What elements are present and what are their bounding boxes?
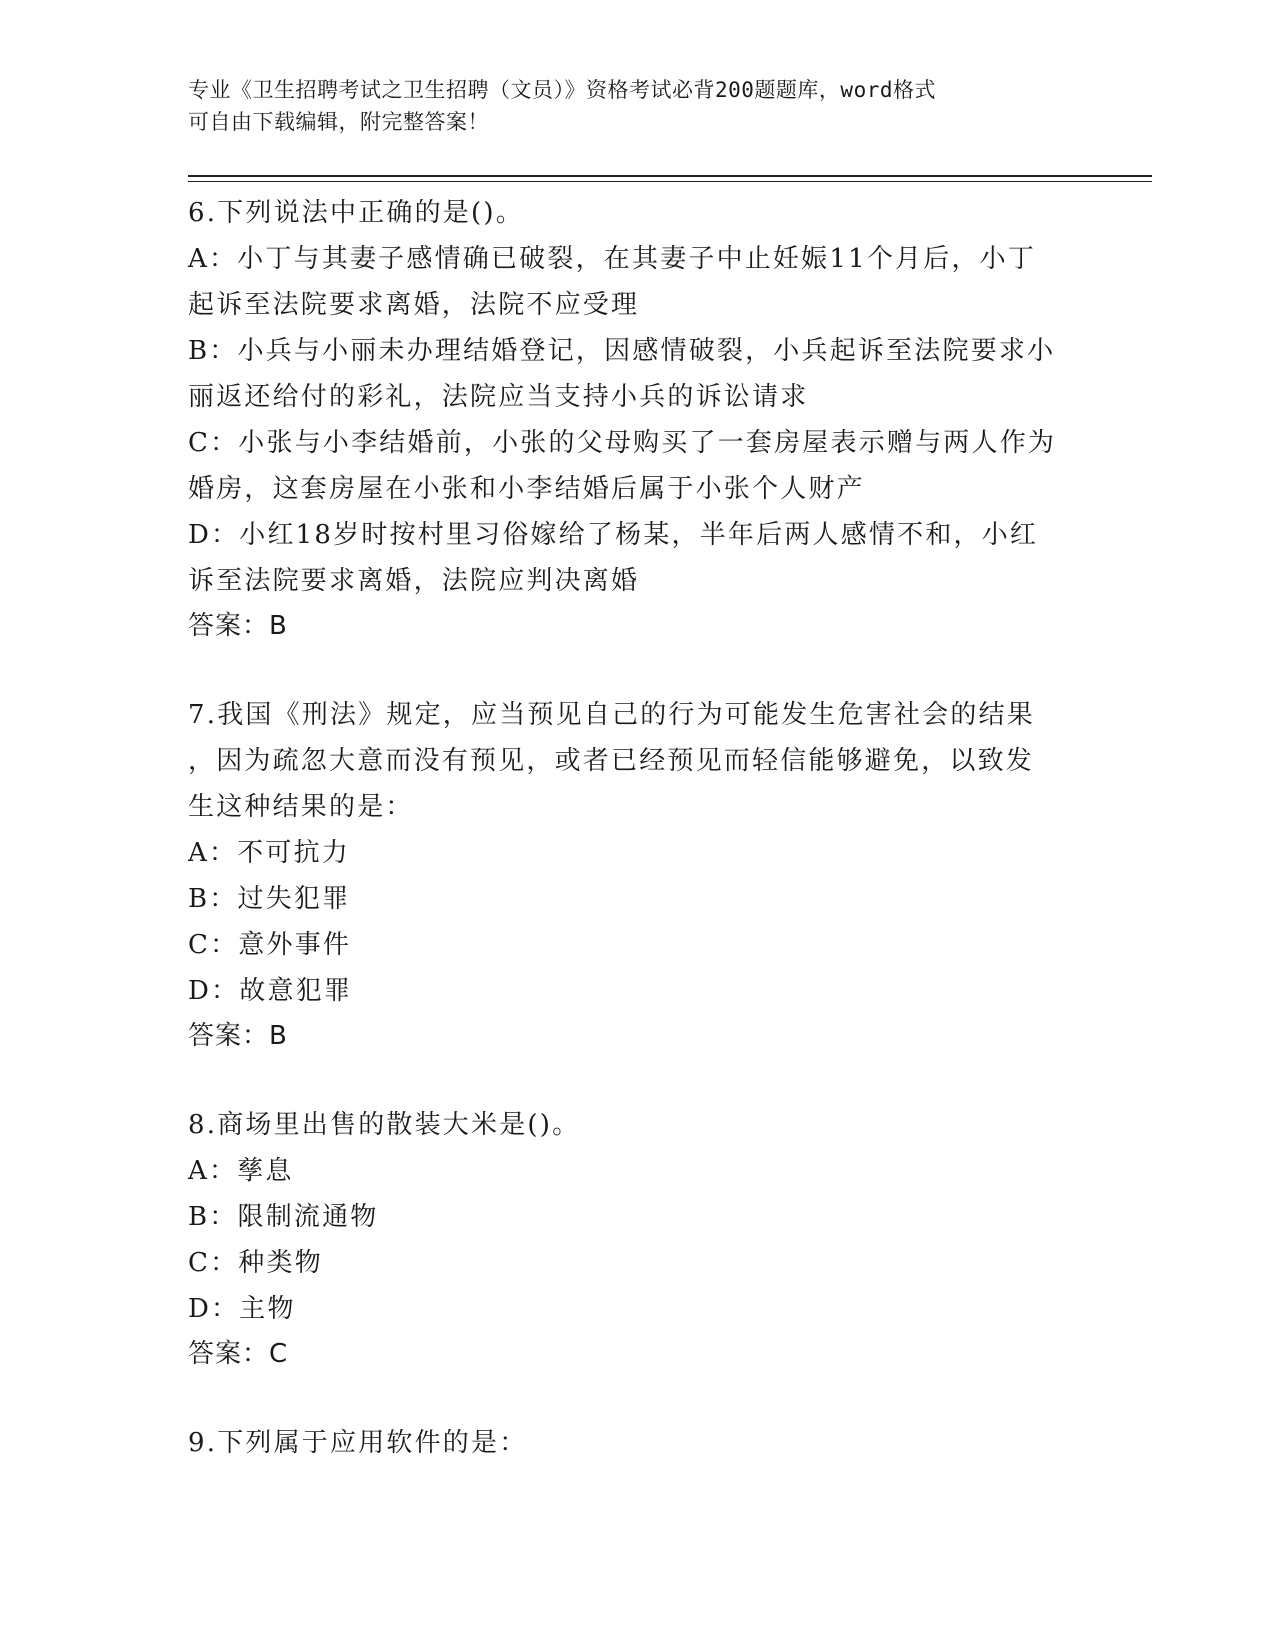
question-8-option-b: B：限制流通物 <box>188 1202 379 1232</box>
question-7-option-a: A：不可抗力 <box>188 838 350 868</box>
question-7 <box>188 692 1088 1058</box>
spacer <box>188 1376 1088 1420</box>
question-8-option-a: A：孳息 <box>188 1156 294 1186</box>
question-7-option-c: C：意外事件 <box>188 930 352 960</box>
question-7-stem: 7.我国《刑法》规定，应当预见自己的行为可能发生危害社会的结果 <box>188 700 1036 730</box>
question-6-stem: 6.下列说法中正确的是()。 <box>188 198 524 228</box>
question-6-answer: 答案：B <box>188 611 288 641</box>
header-divider-thick <box>188 175 1152 177</box>
header-line-1: 专业《卫生招聘考试之卫生招聘（文员）》资格考试必背200题题库，word格式 <box>188 78 936 102</box>
question-7-option-d: D：故意犯罪 <box>188 976 353 1006</box>
question-6-option-c: C：小张与小李结婚前，小张的父母购买了一套房屋表示赠与两人作为 <box>188 428 1057 458</box>
question-6 <box>188 190 1088 648</box>
question-8-option-d: D：主物 <box>188 1294 296 1324</box>
question-8-option-c: C：种类物 <box>188 1248 323 1278</box>
question-6-option-c-cont: 婚房，这套房屋在小张和小李结婚后属于小张个人财产 <box>188 474 865 504</box>
question-6-option-d-cont: 诉至法院要求离婚，法院应判决离婚 <box>188 566 640 596</box>
spacer <box>188 1058 1088 1102</box>
question-8 <box>188 1102 1088 1376</box>
header-line-2: 可自由下载编辑，附完整答案！ <box>188 110 489 134</box>
document-header <box>188 74 1068 138</box>
question-7-answer: 答案：B <box>188 1021 288 1051</box>
question-8-stem: 8.商场里出售的散装大米是()。 <box>188 1110 581 1140</box>
question-6-option-b-cont: 丽返还给付的彩礼，法院应当支持小兵的诉讼请求 <box>188 382 809 412</box>
question-6-option-a-cont: 起诉至法院要求离婚，法院不应受理 <box>188 290 640 320</box>
question-6-option-b: B：小兵与小丽未办理结婚登记，因感情破裂，小兵起诉至法院要求小 <box>188 336 1056 366</box>
question-list <box>188 190 1088 1466</box>
question-9-stem: 9.下列属于应用软件的是： <box>188 1428 528 1458</box>
question-6-option-a: A：小丁与其妻子感情确已破裂，在其妻子中止妊娠11个月后，小丁 <box>188 244 1037 274</box>
question-6-option-d: D：小红18岁时按村里习俗嫁给了杨某，半年后两人感情不和，小红 <box>188 520 1039 550</box>
spacer <box>188 648 1088 692</box>
question-8-answer: 答案：C <box>188 1339 289 1369</box>
question-9 <box>188 1420 1088 1466</box>
question-7-stem-cont-2: 生这种结果的是： <box>188 792 414 822</box>
question-7-option-b: B：过失犯罪 <box>188 884 351 914</box>
header-divider-thin <box>188 181 1152 182</box>
question-7-stem-cont-1: ，因为疏忽大意而没有预见，或者已经预见而轻信能够避免，以致发 <box>188 746 1035 776</box>
